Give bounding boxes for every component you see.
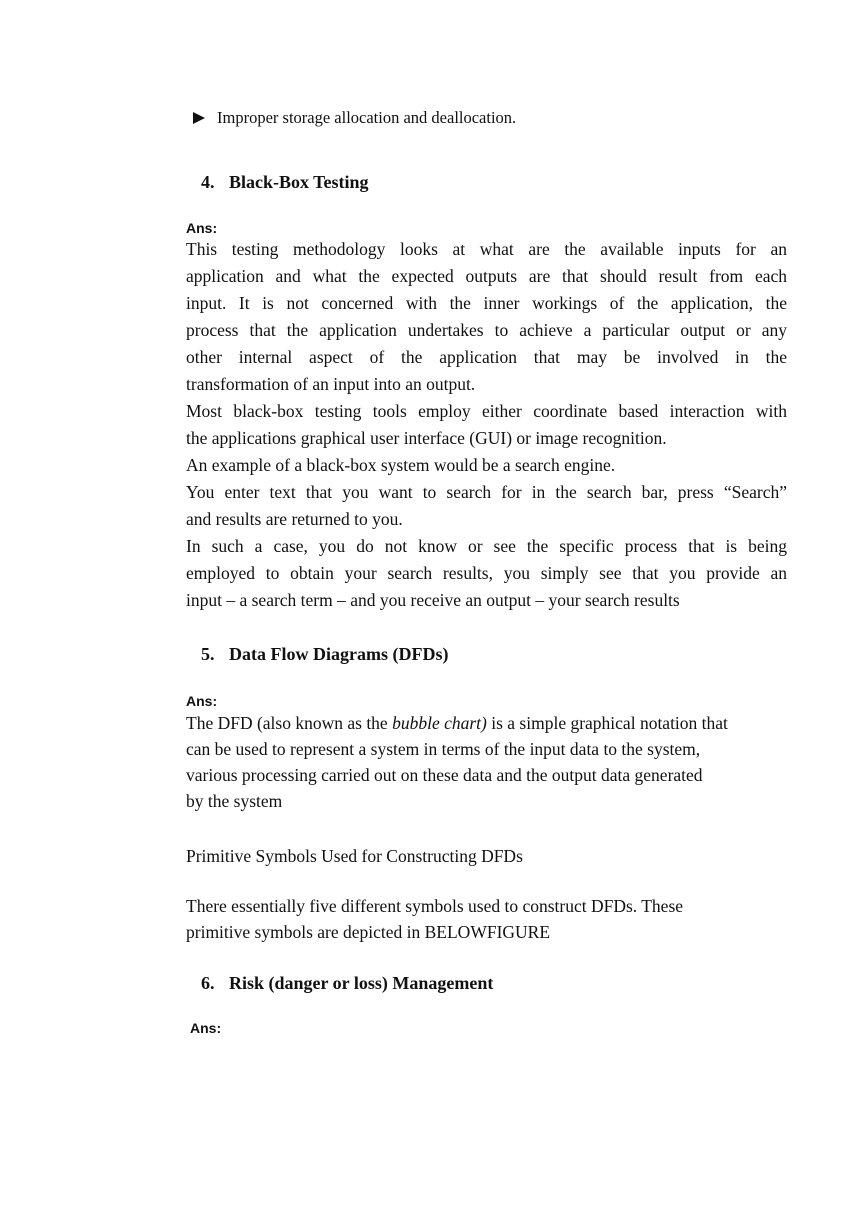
bullet-text: Improper storage allocation and deallocation. (217, 108, 517, 127)
body-line: There essentially five different symbols used to construct DFDs. These (186, 896, 684, 916)
body-line: transformation of an input into an output. (186, 374, 476, 394)
body-line: other internal aspect of the application that may be involved in the (186, 347, 787, 367)
section-4-number: 4. (201, 172, 215, 192)
section-4-ans-label: Ans: (186, 220, 218, 236)
body-line: An example of a black-box system would be a search engine. (186, 455, 616, 475)
body-line: This testing methodology looks at what are the available inputs for an (186, 239, 787, 259)
body-line: by the system (186, 791, 283, 811)
section-5-heading (201, 644, 448, 665)
body-line: primitive symbols are depicted in BELOWFIGURE (186, 922, 551, 942)
section-5-ans-label: Ans: (186, 693, 218, 709)
section-6-number: 6. (201, 973, 215, 993)
section-4-heading (201, 172, 369, 193)
body-line: In such a case, you do not know or see the specific process that is being (186, 536, 787, 556)
body-line: Most black-box testing tools employ either coordinate based interaction with (186, 401, 787, 421)
body-line: input. It is not concerned with the inner workings of the application, the (186, 293, 787, 313)
section-5-paragraph-2 (186, 893, 787, 945)
triangle-bullet-icon (193, 112, 205, 124)
body-line: process that the application undertakes to achieve a particular output or any (186, 320, 787, 340)
body-line: can be used to represent a system in terms of the input data to the system, (186, 739, 701, 759)
section-5-number: 5. (201, 644, 215, 664)
section-6-ans-label: Ans: (190, 1020, 222, 1036)
bullet-item (193, 108, 516, 128)
body-line: input – a search term – and you receive an output – your search results (186, 590, 680, 610)
body-line: the applications graphical user interface (GUI) or image recognition. (186, 428, 667, 448)
section-5-subheading: Primitive Symbols Used for Constructing DFDs (186, 846, 523, 866)
body-line: and results are returned to you. (186, 509, 403, 529)
body-line: application and what the expected outputs are that should result from each (186, 266, 787, 286)
section-4-title: Black-Box Testing (229, 172, 369, 192)
section-5-body (186, 710, 787, 814)
section-4-body (186, 236, 787, 614)
section-6-heading (201, 973, 493, 994)
body-line: You enter text that you want to search for in the search bar, press “Search” (186, 482, 787, 502)
body-line (186, 710, 787, 736)
body-line: various processing carried out on these data and the output data generated (186, 765, 703, 785)
body-text: The DFD (also known as the (186, 713, 393, 733)
section-5-title: Data Flow Diagrams (DFDs) (229, 644, 449, 664)
body-text: is a simple graphical notation that (486, 713, 728, 733)
body-italic-text: bubble chart) (392, 713, 487, 733)
section-6-title: Risk (danger or loss) Management (229, 973, 494, 993)
body-line: employed to obtain your search results, you simply see that you provide an (186, 563, 787, 583)
